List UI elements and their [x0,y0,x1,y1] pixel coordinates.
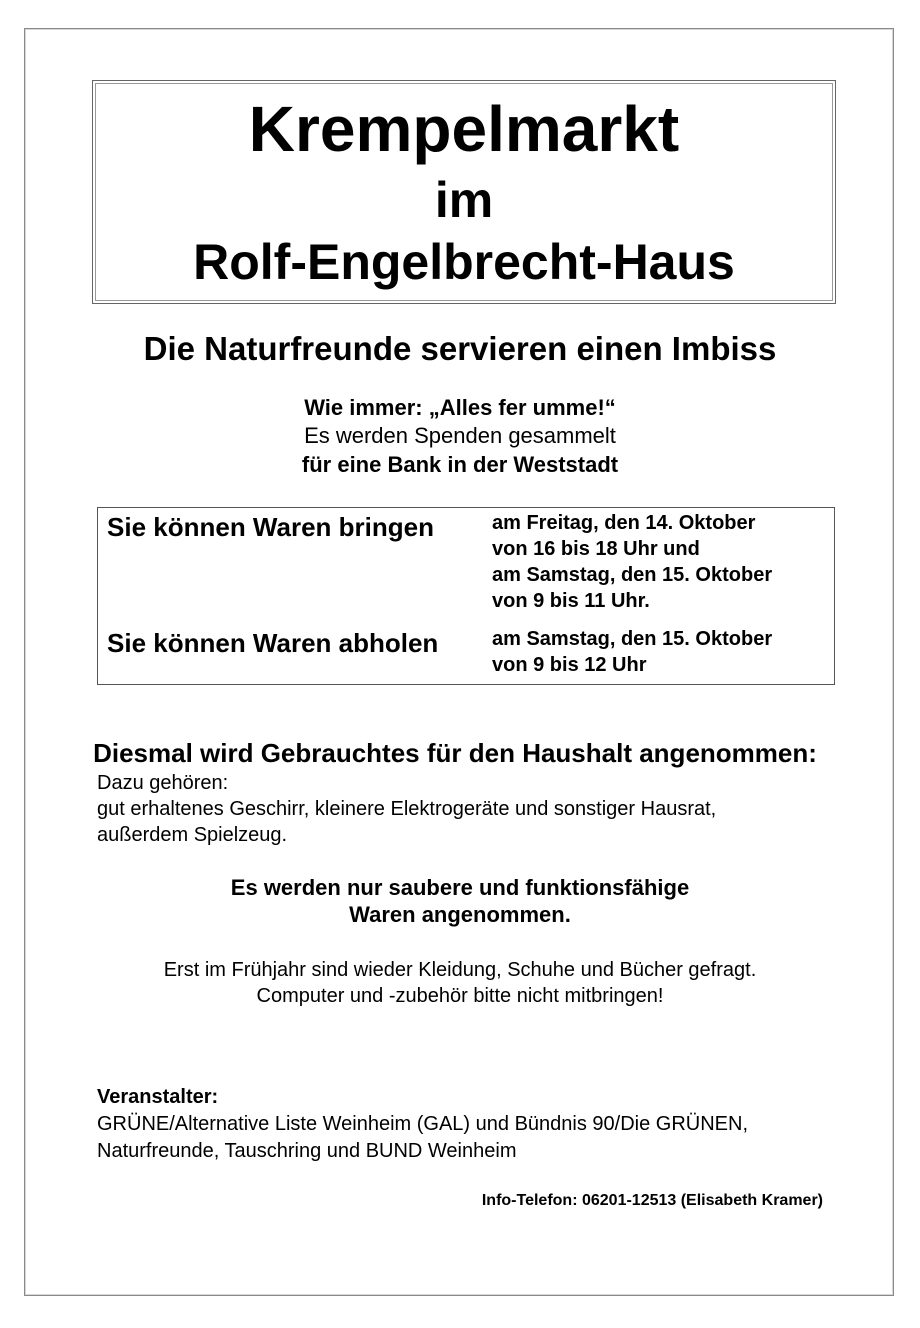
donation-line: Es werden Spenden gesammelt [304,423,616,448]
spring-line: Erst im Frühjahr sind wieder Kleidung, Schuhe und Bücher gefragt. [163,959,757,981]
household-details [97,770,716,848]
schedule-times-pickup [492,626,772,678]
schedule-box [97,507,835,685]
household-line: Dazu gehören: [97,772,229,794]
title-line-2: im [434,172,494,228]
schedule-label-bring: Sie können Waren bringen [107,512,434,542]
motto-line: Wie immer: „Alles fer umme!“ [304,395,616,420]
organizer-line: Naturfreunde, Tauschring und BUND Weinheim [97,1140,517,1162]
condition-line: Es werden nur saubere und funktionsfähige [230,875,690,900]
schedule-time-line: am Samstag, den 15. Oktober [492,628,773,650]
organizer-block [97,1084,748,1165]
schedule-time-line: von 9 bis 12 Uhr [492,654,647,676]
condition-line: Waren angenommen. [349,902,571,927]
household-heading: Diesmal wird Gebrauchtes für den Haushalt angenommen: [93,738,817,768]
schedule-label-pickup: Sie können Waren abholen [107,628,439,658]
subtitle: Die Naturfreunde servieren einen Imbiss [143,330,777,367]
spring-line: Computer und -zubehör bitte nicht mitbringen! [256,985,664,1007]
title-line-1: Krempelmarkt [248,93,680,165]
schedule-times-bring [492,510,772,614]
condition-note [0,874,920,928]
schedule-time-line: am Freitag, den 14. Oktober [492,512,756,534]
schedule-time-line: von 16 bis 18 Uhr und [492,538,700,560]
organizer-heading: Veranstalter: [97,1086,219,1108]
schedule-time-line: von 9 bis 11 Uhr. [492,590,650,612]
household-line: gut erhaltenes Geschirr, kleinere Elektrogeräte und sonstiger Hausrat, [97,798,717,820]
bank-line: für eine Bank in der Weststadt [301,452,619,477]
title-box [92,80,836,304]
schedule-time-line: am Samstag, den 15. Oktober [492,564,773,586]
organizer-line: GRÜNE/Alternative Liste Weinheim (GAL) und Bündnis 90/Die GRÜNEN, [97,1113,748,1135]
spring-note [0,957,920,1009]
info-phone: Info-Telefon: 06201-12513 (Elisabeth Kramer) [481,1192,823,1209]
household-line: außerdem Spielzeug. [97,824,288,846]
title-line-3: Rolf-Engelbrecht-Haus [193,234,735,290]
